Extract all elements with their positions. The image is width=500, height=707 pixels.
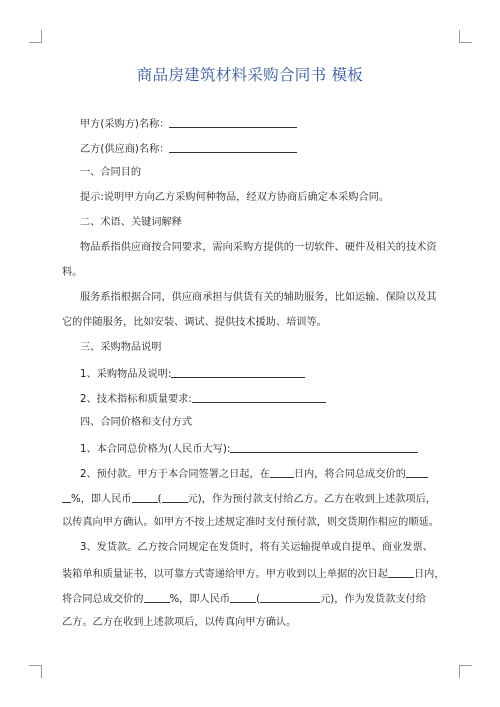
price-line-3: 3、发货款。乙方按合同规定在发货时，将有关运输提单或自提单、商业发票、 bbox=[80, 542, 433, 553]
price-line-3-cont-2: 将合同总成交价的 %，即人民币 ( 元)，作为发货款支付给 bbox=[62, 591, 442, 607]
section-heading-price: 四、合同价格和支付方式 bbox=[80, 417, 193, 428]
section-heading-purpose: 一、合同目的 bbox=[80, 167, 142, 178]
price-line-3-cont: 装箱单和质量证书，以可靠方式寄递给甲方。甲方收到以上单据的次日起 日内， bbox=[62, 566, 442, 582]
section-heading-terms: 二、术语、关键词解释 bbox=[80, 217, 182, 228]
document-title: 商品房建筑材料采购合同书 模板 bbox=[136, 66, 364, 84]
terms-paragraph-2-cont: 它的伴随服务，比如安装、调试、提供技术援助、培训等。 bbox=[62, 317, 327, 328]
party-a-line: 甲方(采购方)名称： bbox=[80, 116, 460, 132]
price-line-2: 2、预付款。甲方于本合同签署之日起，在 日内，将合同总成交价的 bbox=[80, 466, 460, 482]
terms-paragraph-1-cont: 料。 bbox=[62, 267, 83, 278]
party-b-line: 乙方(供应商)名称： bbox=[80, 141, 460, 157]
items-line-1: 1、采购物品及说明: bbox=[80, 366, 460, 382]
items-line-2: 2、技术指标和质量要求: bbox=[80, 391, 460, 407]
crop-mark-top-right bbox=[459, 30, 472, 43]
section-heading-items: 三、采购物品说明 bbox=[80, 342, 162, 353]
price-line-2-cont: %，即人民币 ( 元)，作为预付款支付给乙方。乙方在收到上述款项后， bbox=[62, 491, 442, 507]
price-line-2-end: 以传真向甲方确认。如甲方不按上述规定准时支付预付款，则交货期作相应的顺延。 bbox=[62, 517, 439, 528]
terms-paragraph-2: 服务系指根据合同，供应商承担与供货有关的辅助服务，比如运输、保险以及其 bbox=[80, 292, 437, 303]
purpose-hint: 提示:说明甲方向乙方采购何种物品，经双方协商后确定本采购合同。 bbox=[80, 192, 390, 203]
terms-paragraph-1: 物品系指供应商按合同要求，需向采购方提供的一切软件、硬件及相关的技术资 bbox=[80, 242, 437, 253]
crop-mark-bottom-right bbox=[459, 665, 472, 678]
price-line-3-end: 乙方。乙方在收到上述款项后，以传真向甲方确认。 bbox=[62, 617, 297, 628]
price-line-1: 1、本合同总价格为(人民币大写): bbox=[80, 441, 460, 457]
crop-mark-top-left bbox=[29, 30, 42, 43]
crop-mark-bottom-left bbox=[29, 665, 42, 678]
